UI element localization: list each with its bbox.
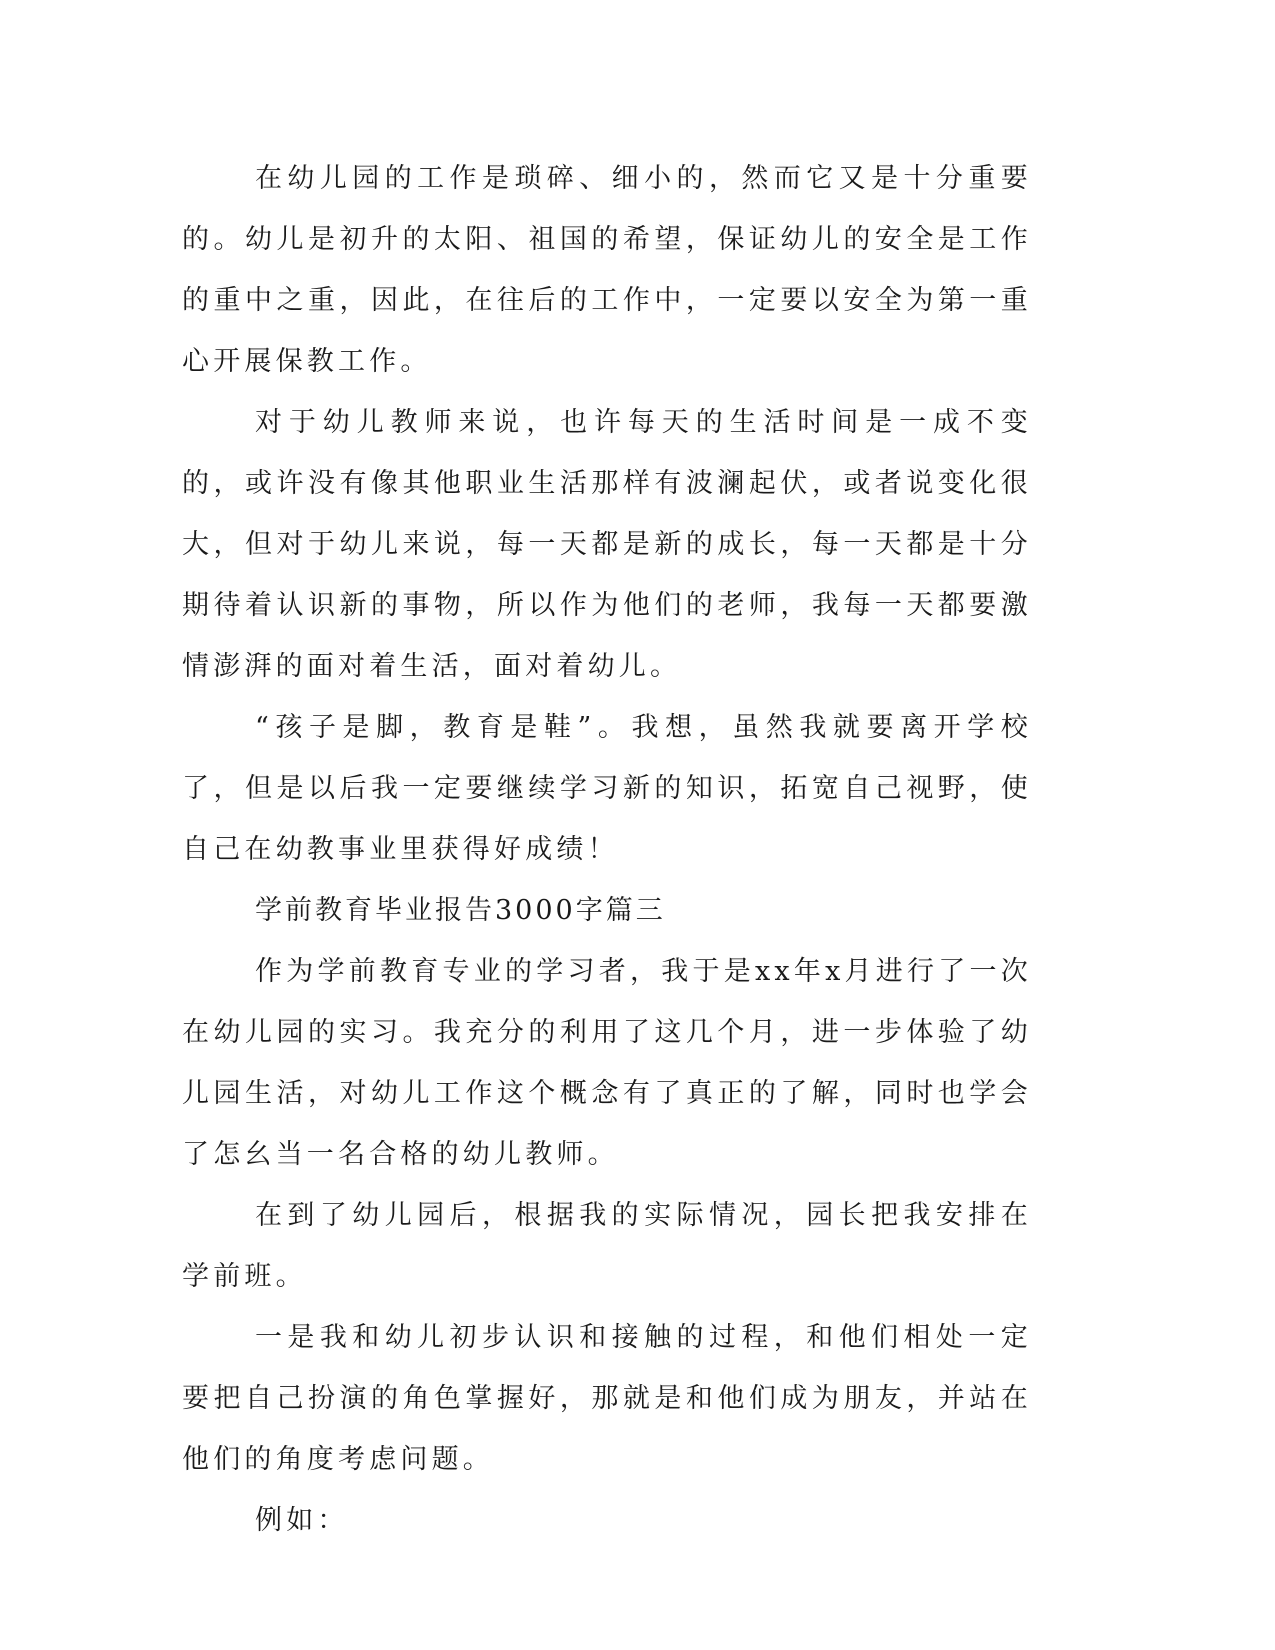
paragraph: 一是我和幼儿初步认识和接触的过程，和他们相处一定要把自己扮演的角色掌握好，那就是和他们成为朋友，并站在他们的角度考虑问题。 xyxy=(182,1322,1032,1475)
paragraph: 在到了幼儿园后，根据我的实际情况，园长把我安排在学前班。 xyxy=(182,1200,1032,1292)
paragraph: 对于幼儿教师来说，也许每天的生活时间是一成不变的，或许没有像其他职业生活那样有波澜起伏，或者说变化很大，但对于幼儿来说，每一天都是新的成长，每一天都是十分期待着认识新的事物，所以作为他们的老师，我每一天都要激情澎湃的面对着生活，面对着幼儿。 xyxy=(182,407,1032,682)
paragraph: 例如： xyxy=(255,1505,349,1536)
document-body xyxy=(182,148,1032,1551)
paragraph: 在幼儿园的工作是琐碎、细小的，然而它又是十分重要的。幼儿是初升的太阳、祖国的希望，保证幼儿的安全是工作的重中之重，因此，在往后的工作中，一定要以安全为第一重心开展保教工作。 xyxy=(182,163,1032,377)
paragraph: “孩子是脚，教育是鞋”。我想，虽然我就要离开学校了，但是以后我一定要继续学习新的知识，拓宽自己视野，使自己在幼教事业里获得好成绩！ xyxy=(182,712,1032,865)
section-heading: 学前教育毕业报告3000字篇三 xyxy=(255,895,666,926)
paragraph: 作为学前教育专业的学习者，我于是xx年x月进行了一次在幼儿园的实习。我充分的利用了这几个月，进一步体验了幼儿园生活，对幼儿工作这个概念有了真正的了解，同时也学会了怎幺当一名合格的幼儿教师。 xyxy=(182,956,1032,1170)
